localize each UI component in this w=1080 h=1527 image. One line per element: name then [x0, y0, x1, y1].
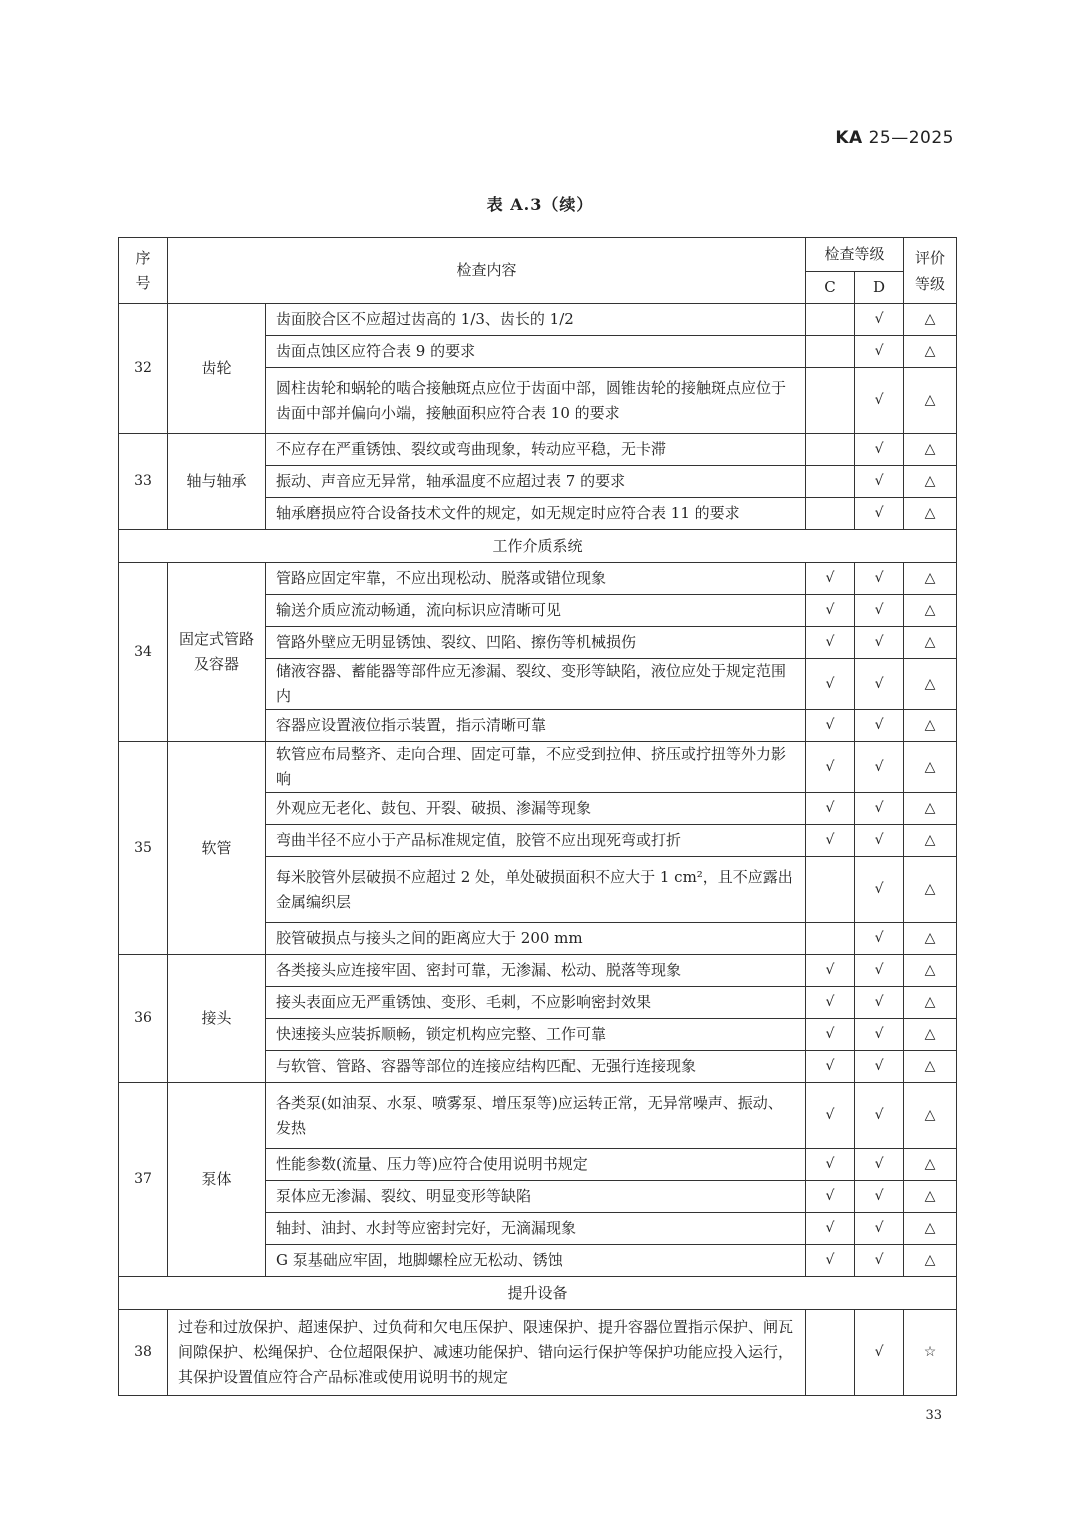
rating-mark: △ [904, 1083, 957, 1149]
check-content: 容器应设置液位指示装置，指示清晰可靠 [266, 710, 806, 742]
grade-d-mark: √ [855, 563, 904, 595]
rating-mark: △ [904, 793, 957, 825]
check-content: 泵体应无渗漏、裂纹、明显变形等缺陷 [266, 1181, 806, 1213]
check-content: 齿面点蚀区应符合表 9 的要求 [266, 336, 806, 368]
check-content: 弯曲半径不应小于产品标准规定值，胶管不应出现死弯或打折 [266, 825, 806, 857]
rating-mark: △ [904, 1181, 957, 1213]
rating-mark: △ [904, 563, 957, 595]
grade-d-mark: √ [855, 498, 904, 530]
check-content: 各类泵(如油泵、水泵、喷雾泵、增压泵等)应运转正常，无异常噪声、振动、发热 [266, 1083, 806, 1149]
grade-c-mark [806, 466, 855, 498]
grade-d-mark: √ [855, 1181, 904, 1213]
rating-mark: △ [904, 498, 957, 530]
grade-c-mark: √ [806, 1051, 855, 1083]
col-rating: 评价等级 [904, 238, 957, 304]
col-grade-c: C [806, 272, 855, 304]
check-content: 齿面胶合区不应超过齿高的 1/3、齿长的 1/2 [266, 304, 806, 336]
rating-mark: △ [904, 1019, 957, 1051]
grade-d-mark: √ [855, 434, 904, 466]
table-row [119, 955, 957, 987]
grade-c-mark: √ [806, 955, 855, 987]
rating-mark: △ [904, 1149, 957, 1181]
grade-c-mark: √ [806, 742, 855, 793]
item-number: 36 [119, 955, 168, 1083]
table-row [119, 563, 957, 595]
rating-mark: △ [904, 1213, 957, 1245]
col-grade-group: 检查等级 [806, 238, 904, 272]
grade-c-mark: √ [806, 1213, 855, 1245]
grade-c-mark: √ [806, 659, 855, 710]
grade-c-mark [806, 336, 855, 368]
check-content: 输送介质应流动畅通，流向标识应清晰可见 [266, 595, 806, 627]
grade-c-mark [806, 434, 855, 466]
grade-c-mark [806, 1310, 855, 1396]
rating-mark: △ [904, 595, 957, 627]
check-content: G 泵基础应牢固，地脚螺栓应无松动、锈蚀 [266, 1245, 806, 1277]
grade-d-mark: √ [855, 659, 904, 710]
item-number: 32 [119, 304, 168, 434]
check-content: 管路外壁应无明显锈蚀、裂纹、凹陷、擦伤等机械损伤 [266, 627, 806, 659]
table-row [119, 1310, 957, 1396]
rating-mark: △ [904, 987, 957, 1019]
item-category: 软管 [168, 742, 266, 955]
rating-mark: △ [904, 955, 957, 987]
grade-c-mark: √ [806, 987, 855, 1019]
item-number: 33 [119, 434, 168, 530]
item-number: 38 [119, 1310, 168, 1396]
grade-d-mark: √ [855, 1019, 904, 1051]
item-category: 固定式管路及容器 [168, 563, 266, 742]
item-number: 34 [119, 563, 168, 742]
rating-mark: △ [904, 466, 957, 498]
table-header [119, 238, 957, 304]
item-number: 35 [119, 742, 168, 955]
grade-c-mark: √ [806, 563, 855, 595]
check-content: 性能参数(流量、压力等)应符合使用说明书规定 [266, 1149, 806, 1181]
grade-d-mark: √ [855, 825, 904, 857]
rating-mark: △ [904, 923, 957, 955]
grade-d-mark: √ [855, 742, 904, 793]
rating-mark: △ [904, 710, 957, 742]
grade-d-mark: √ [855, 466, 904, 498]
standard-code [835, 128, 954, 148]
grade-d-mark: √ [855, 923, 904, 955]
grade-c-mark: √ [806, 1149, 855, 1181]
check-content: 过卷和过放保护、超速保护、过负荷和欠电压保护、限速保护、提升容器位置指示保护、闸瓦间隙保护、松绳保护、仓位超限保护、减速功能保护、错向运行保护等保护功能应投入运行，其保护设置值应符合产品标准或使用说明书的规定 [168, 1310, 806, 1396]
grade-d-mark: √ [855, 1245, 904, 1277]
grade-d-mark: √ [855, 595, 904, 627]
section-title-hoisting-equipment: 提升设备 [119, 1277, 957, 1310]
grade-c-mark: √ [806, 1245, 855, 1277]
section-title-media-system: 工作介质系统 [119, 530, 957, 563]
grade-d-mark: √ [855, 336, 904, 368]
rating-mark: ☆ [904, 1310, 957, 1396]
check-content: 振动、声音应无异常，轴承温度不应超过表 7 的要求 [266, 466, 806, 498]
check-content: 与软管、管路、容器等部位的连接应结构匹配、无强行连接现象 [266, 1051, 806, 1083]
grade-d-mark: √ [855, 710, 904, 742]
rating-mark: △ [904, 857, 957, 923]
grade-d-mark: √ [855, 304, 904, 336]
table-row [119, 1083, 957, 1149]
check-content: 接头表面应无严重锈蚀、变形、毛刺，不应影响密封效果 [266, 987, 806, 1019]
check-content: 快速接头应装拆顺畅，锁定机构应完整、工作可靠 [266, 1019, 806, 1051]
grade-d-mark: √ [855, 857, 904, 923]
col-content: 检查内容 [168, 238, 806, 304]
item-category: 泵体 [168, 1083, 266, 1277]
grade-c-mark: √ [806, 825, 855, 857]
check-content: 各类接头应连接牢固、密封可靠，无渗漏、松动、脱落等现象 [266, 955, 806, 987]
table-row [119, 304, 957, 336]
grade-d-mark: √ [855, 627, 904, 659]
check-content: 轴封、油封、水封等应密封完好，无滴漏现象 [266, 1213, 806, 1245]
rating-mark: △ [904, 742, 957, 793]
check-content: 管路应固定牢靠，不应出现松动、脱落或错位现象 [266, 563, 806, 595]
rating-mark: △ [904, 1245, 957, 1277]
check-content: 每米胶管外层破损不应超过 2 处，单处破损面积不应大于 1 cm²，且不应露出金属编织层 [266, 857, 806, 923]
grade-d-mark: √ [855, 793, 904, 825]
grade-c-mark: √ [806, 1083, 855, 1149]
grade-c-mark [806, 368, 855, 434]
grade-c-mark [806, 304, 855, 336]
standard-code-number: 25—2025 [868, 128, 954, 148]
grade-d-mark: √ [855, 1149, 904, 1181]
grade-c-mark: √ [806, 1019, 855, 1051]
rating-mark: △ [904, 368, 957, 434]
grade-d-mark: √ [855, 987, 904, 1019]
col-serial: 序号 [119, 238, 168, 304]
grade-d-mark: √ [855, 1051, 904, 1083]
check-content: 不应存在严重锈蚀、裂纹或弯曲现象，转动应平稳，无卡滞 [266, 434, 806, 466]
section-row [119, 530, 957, 563]
rating-mark: △ [904, 304, 957, 336]
grade-d-mark: √ [855, 1310, 904, 1396]
grade-c-mark: √ [806, 627, 855, 659]
check-content: 软管应布局整齐、走向合理、固定可靠，不应受到拉伸、挤压或拧扭等外力影响 [266, 742, 806, 793]
grade-d-mark: √ [855, 368, 904, 434]
grade-c-mark: √ [806, 595, 855, 627]
section-row [119, 1277, 957, 1310]
rating-mark: △ [904, 336, 957, 368]
table-row [119, 434, 957, 466]
table-row [119, 742, 957, 793]
check-content: 圆柱齿轮和蜗轮的啮合接触斑点应位于齿面中部，圆锥齿轮的接触斑点应位于齿面中部并偏向小端，接触面积应符合表 10 的要求 [266, 368, 806, 434]
rating-mark: △ [904, 1051, 957, 1083]
inspection-table [118, 237, 957, 1396]
grade-d-mark: √ [855, 1213, 904, 1245]
check-content: 储液容器、蓄能器等部件应无渗漏、裂纹、变形等缺陷，液位应处于规定范围内 [266, 659, 806, 710]
grade-c-mark [806, 857, 855, 923]
item-category: 齿轮 [168, 304, 266, 434]
col-grade-d: D [855, 272, 904, 304]
grade-c-mark: √ [806, 793, 855, 825]
table-body [119, 304, 957, 1396]
standard-code-prefix: KA [835, 128, 863, 148]
grade-c-mark [806, 498, 855, 530]
rating-mark: △ [904, 627, 957, 659]
item-category: 轴与轴承 [168, 434, 266, 530]
table-caption: 表 A.3（续） [486, 195, 594, 214]
grade-c-mark [806, 923, 855, 955]
rating-mark: △ [904, 434, 957, 466]
check-content: 外观应无老化、鼓包、开裂、破损、渗漏等现象 [266, 793, 806, 825]
grade-d-mark: √ [855, 1083, 904, 1149]
grade-d-mark: √ [855, 955, 904, 987]
rating-mark: △ [904, 659, 957, 710]
grade-c-mark: √ [806, 710, 855, 742]
grade-c-mark: √ [806, 1181, 855, 1213]
page-number: 33 [925, 1408, 942, 1423]
item-category: 接头 [168, 955, 266, 1083]
item-number: 37 [119, 1083, 168, 1277]
check-content: 胶管破损点与接头之间的距离应大于 200 mm [266, 923, 806, 955]
check-content: 轴承磨损应符合设备技术文件的规定，如无规定时应符合表 11 的要求 [266, 498, 806, 530]
rating-mark: △ [904, 825, 957, 857]
